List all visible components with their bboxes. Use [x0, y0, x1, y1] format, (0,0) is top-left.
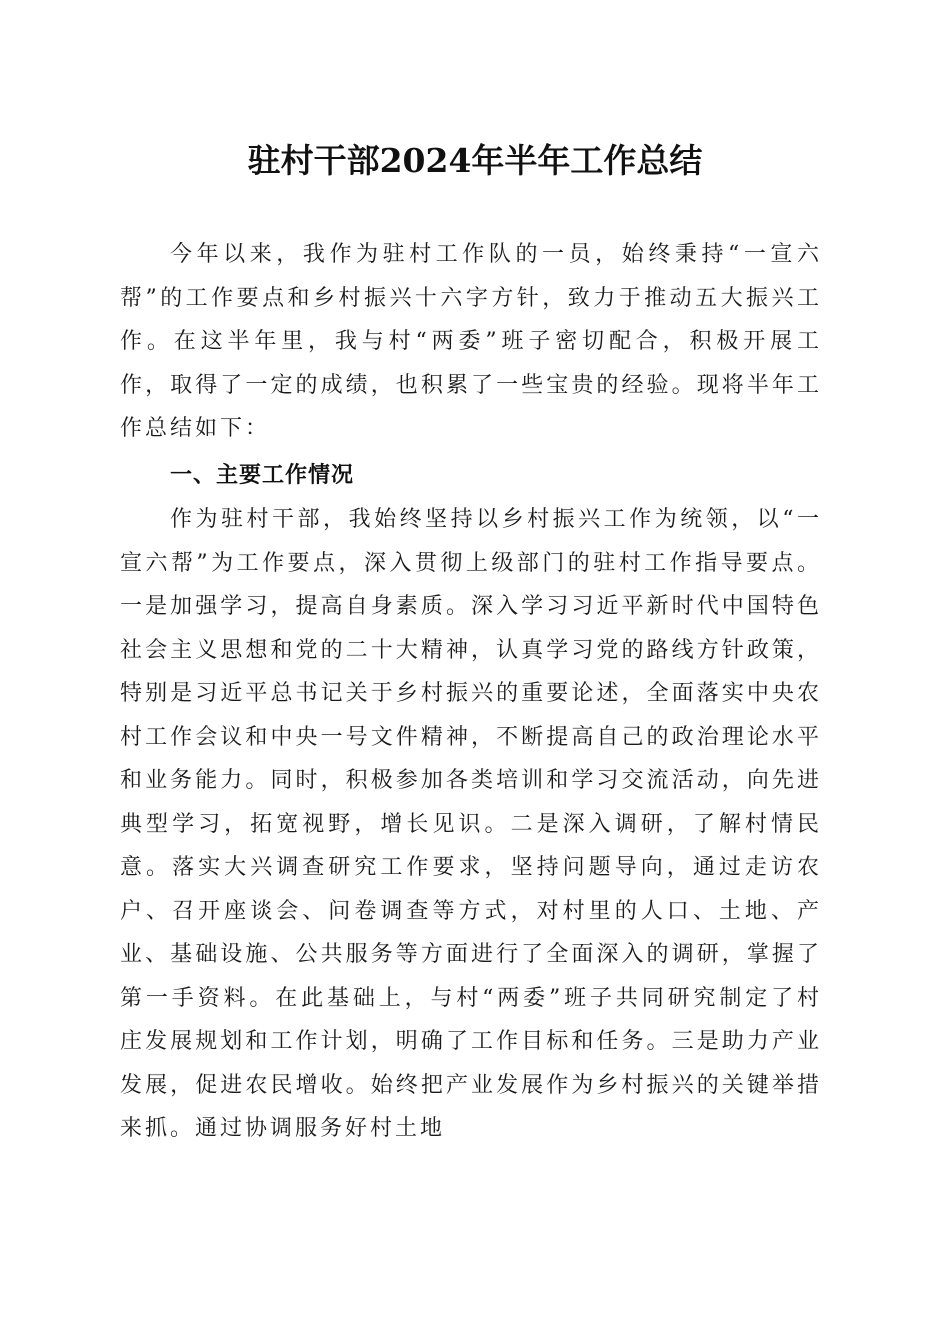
- intro-paragraph: 今年以来，我作为驻村工作队的一员，始终秉持“一宣六帮”的工作要点和乡村振兴十六字方针，致力于推动五大振兴工作。在这半年里，我与村“两委”班子密切配合，积极开展工作，取得了一定的成绩，也积累了一些宝贵的经验。现将半年工作总结如下：: [120, 242, 822, 441]
- document-title: 驻村干部2024年半年工作总结: [247, 141, 703, 180]
- section-heading: 一、主要工作情况: [170, 463, 355, 488]
- section-paragraph: 作为驻村干部，我始终坚持以乡村振兴工作为统领，以“一宣六帮”为工作要点，深入贯彻上级部门的驻村工作指导要点。一是加强学习，提高自身素质。深入学习习近平新时代中国特色社会主义思想和党的二十大精神，认真学习党的路线方针政策，特别是习近平总书记关于乡村振兴的重要论述，全面落实中央农村工作会议和中央一号文件精神，不断提高自己的政治理论水平和业务能力。同时，积极参加各类培训和学习交流活动，向先进典型学习，拓宽视野，增长见识。二是深入调研，了解村情民意。落实大兴调查研究工作要求，坚持问题导向，通过走访农户、召开座谈会、问卷调查等方式，对村里的人口、土地、产业、基础设施、公共服务等方面进行了全面深入的调研，掌握了第一手资料。在此基础上，与村“两委”班子共同研究制定了村庄发展规划和工作计划，明确了工作目标和任务。三是助力产业发展，促进农民增收。始终把产业发展作为乡村振兴的关键举措来抓。通过协调服务好村土地: [120, 507, 822, 1141]
